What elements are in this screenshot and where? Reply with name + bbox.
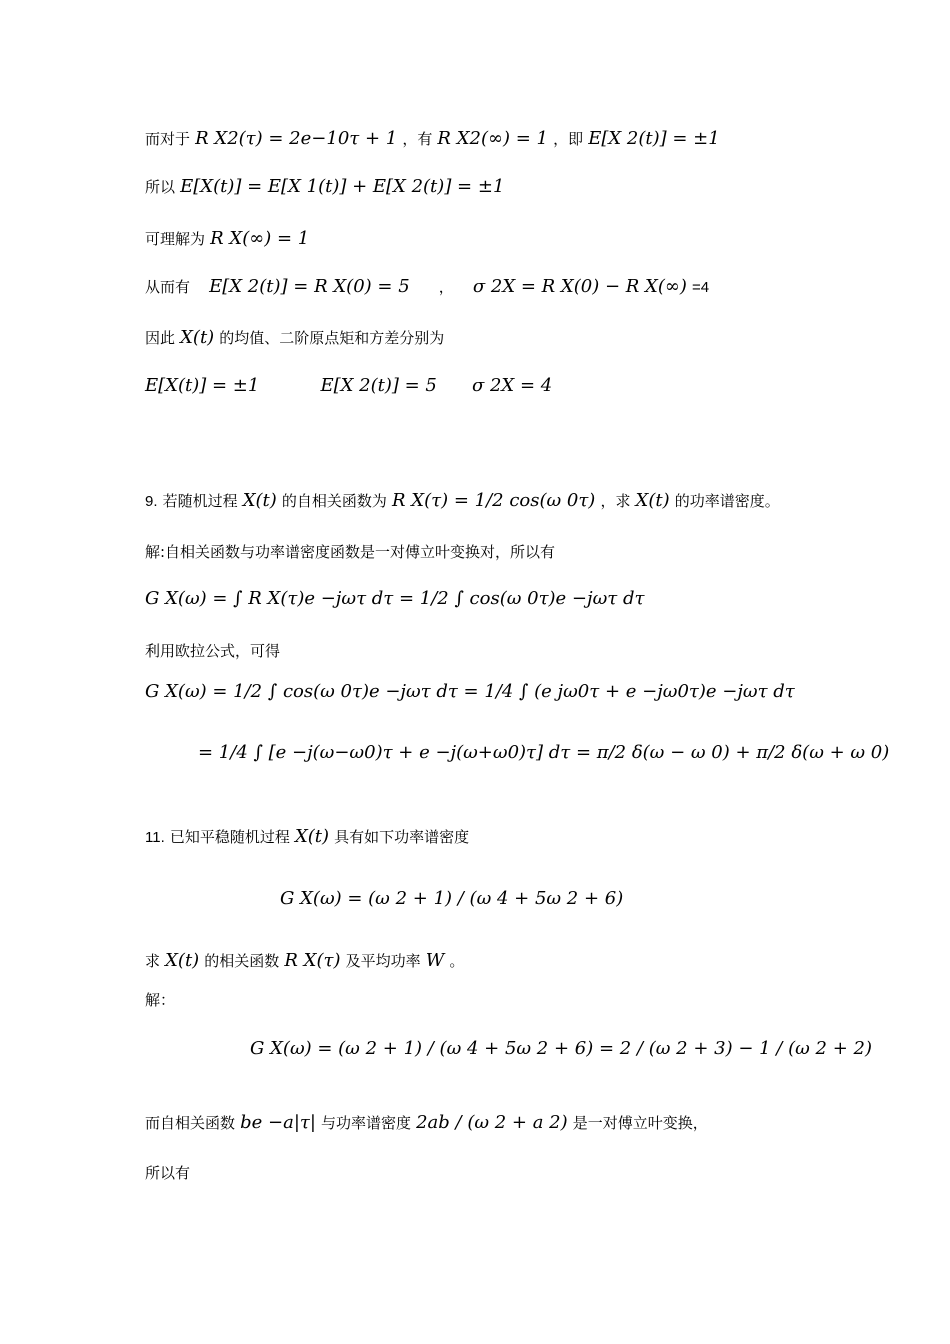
line-18-text-c: 是一对傅立叶变换， [572, 1114, 708, 1132]
problem-9-text-a: 若随机过程 [162, 492, 238, 510]
problem-9-formula-c: X(t) [635, 490, 670, 511]
text-line-16 [145, 989, 175, 1011]
problem-11-text-a: 已知平稳随机过程 [169, 828, 290, 846]
problem-9-formula-a: X(t) [242, 490, 277, 511]
line-12-formula-a: = 1/4 ∫ [e −j(ω−ω0)τ + e −j(ω+ω0)τ] dτ = π/2 δ(ω − ω 0) + π/2 δ(ω + ω 0) [198, 742, 890, 763]
line-8-text-a: 解:自相关函数与功率谱密度函数是一对傅立叶变换对，所以有 [145, 543, 556, 561]
problem-9-formula-b: R X(τ) = 1/2 cos(ω 0τ) [392, 490, 596, 511]
line-2-formula-a: E[X(t)] = E[X 1(t)] + E[X 2(t)] = ±1 [180, 176, 505, 197]
line-4-formula-b: σ 2X = R X(0) − R X(∞) [472, 276, 687, 297]
line-19-text-a: 所以有 [145, 1164, 191, 1182]
problem-11-text-b: 具有如下功率谱密度 [334, 828, 470, 846]
problem-11-number: 11. [145, 829, 165, 846]
line-18-text-b: 与功率谱密度 [321, 1114, 412, 1132]
text-line-6 [145, 375, 552, 397]
line-15-formula-a: X(t) [165, 950, 200, 971]
line-1-formula-c: E[X 2(t)] = ±1 [588, 128, 720, 149]
problem-9-text-c: ，求 [600, 492, 631, 510]
text-line-5 [145, 327, 444, 349]
line-5-text-b: 的均值、二阶原点矩和方差分别为 [219, 329, 445, 347]
line-18-formula-a: be −a|τ| [240, 1112, 316, 1133]
line-17-formula-a: G X(ω) = (ω 2 + 1) / (ω 4 + 5ω 2 + 6) = 2 / (ω 2 + 3) − 1 / (ω 2 + 2) [250, 1038, 872, 1059]
line-1-text-a: 而对于 [145, 130, 191, 148]
line-6-formula-c: σ 2X = 4 [471, 375, 553, 396]
line-4-tail: =4 [692, 279, 710, 296]
line-1-text-c: ，即 [553, 130, 584, 148]
text-line-15 [145, 950, 464, 972]
text-line-8 [145, 541, 555, 563]
formula-line-9 [145, 588, 644, 610]
formula-line-14 [280, 888, 623, 910]
text-line-1 [145, 128, 720, 150]
text-line-19 [145, 1162, 190, 1184]
formula-line-17 [250, 1038, 872, 1060]
text-line-2 [145, 176, 504, 198]
line-15-text-a: 求 [145, 952, 161, 970]
line-15-text-c: 及平均功率 [345, 952, 421, 970]
line-6-formula-a: E[X(t)] = ±1 [145, 375, 260, 396]
formula-line-11 [145, 681, 795, 703]
line-2-text-a: 所以 [145, 178, 176, 196]
line-11-formula-a: G X(ω) = 1/2 ∫ cos(ω 0τ)e −jωτ dτ = 1/4 ∫ (e jω0τ + e −jω0τ)e −jωτ dτ [145, 681, 795, 702]
line-4-text-a: 从而有 [145, 278, 191, 296]
text-line-4 [145, 276, 709, 299]
line-15-text-b: 的相关函数 [204, 952, 280, 970]
line-1-text-b: ，有 [402, 130, 433, 148]
line-18-formula-b: 2ab / (ω 2 + a 2) [416, 1112, 568, 1133]
line-1-formula-b: R X2(∞) = 1 [437, 128, 548, 149]
line-3-text-a: 可理解为 [145, 230, 206, 248]
text-line-18 [145, 1112, 708, 1134]
line-18-text-a: 而自相关函数 [145, 1114, 236, 1132]
problem-9-text-b: 的自相关函数为 [281, 492, 387, 510]
problem-11-statement [145, 826, 469, 849]
problem-9-statement [145, 490, 780, 513]
line-4-separator: ， [438, 278, 454, 296]
line-15-formula-b: R X(τ) [284, 950, 341, 971]
line-1-formula-a: R X2(τ) = 2e−10τ + 1 [195, 128, 398, 149]
line-15-text-d: 。 [449, 952, 465, 970]
line-14-formula-a: G X(ω) = (ω 2 + 1) / (ω 4 + 5ω 2 + 6) [280, 888, 624, 909]
line-5-text-a: 因此 [145, 329, 176, 347]
text-line-10 [145, 640, 280, 662]
line-6-formula-b: E[X 2(t)] = 5 [320, 375, 437, 396]
problem-9-text-d: 的功率谱密度。 [674, 492, 780, 510]
line-4-formula-a: E[X 2(t)] = R X(0) = 5 [209, 276, 410, 297]
problem-9-number: 9. [145, 493, 158, 510]
line-10-text-a: 利用欧拉公式，可得 [145, 642, 281, 660]
text-line-3 [145, 228, 309, 250]
line-16-text-a: 解： [145, 991, 176, 1009]
line-15-formula-c: W [425, 950, 445, 971]
formula-line-12 [198, 742, 889, 764]
line-5-formula-a: X(t) [180, 327, 215, 348]
problem-11-formula-a: X(t) [294, 826, 330, 847]
line-9-formula-a: G X(ω) = ∫ R X(τ)e −jωτ dτ = 1/2 ∫ cos(ω 0τ)e −jωτ dτ [145, 588, 645, 609]
line-3-formula-a: R X(∞) = 1 [210, 228, 310, 249]
